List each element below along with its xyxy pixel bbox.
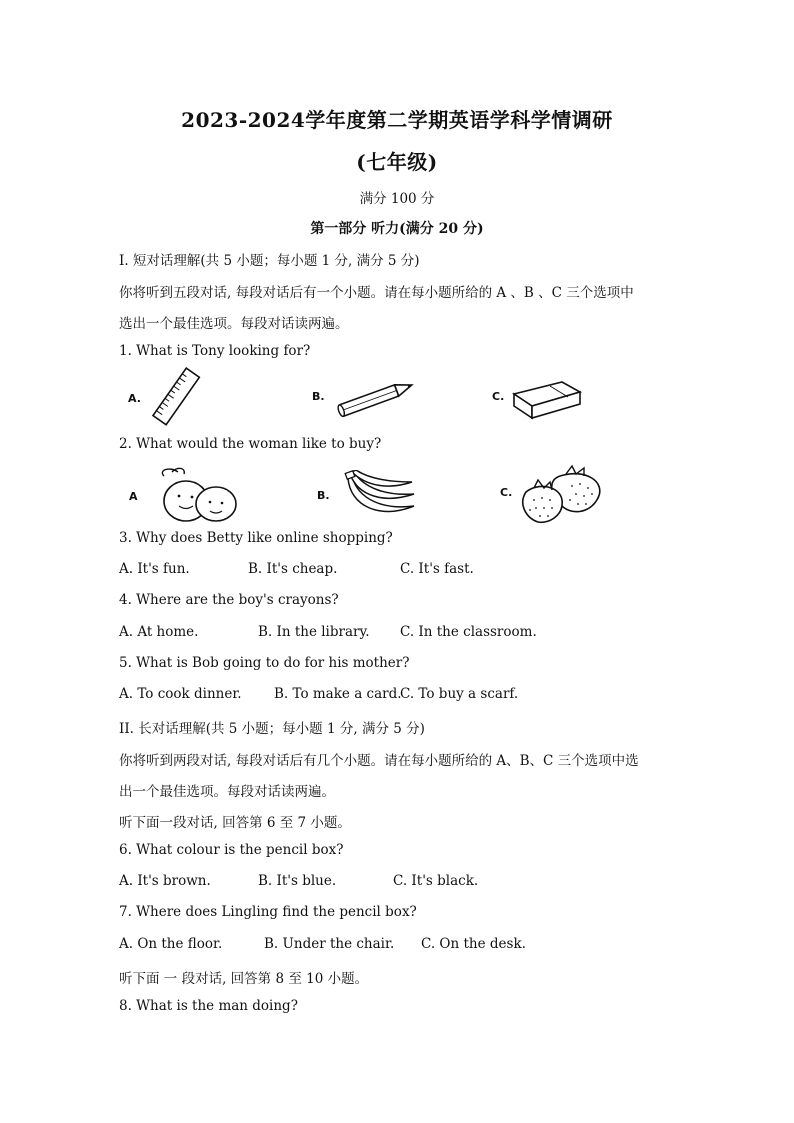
q6-option-b: B. It's blue. <box>258 873 337 889</box>
q1-option-a-letter: A. <box>128 392 141 405</box>
q1-option-b-letter: B. <box>312 390 325 403</box>
exam-title: 2023-2024学年度第二学期英语学科学情调研 <box>181 108 613 132</box>
q1-option-c-letter: C. <box>492 390 505 403</box>
lemons-icon <box>148 464 240 524</box>
question-8: 8. What is the man doing? <box>119 998 298 1014</box>
bananas-icon <box>344 470 418 522</box>
grade-label: (七年级) <box>356 150 438 174</box>
q3-option-b: B. It's cheap. <box>248 561 338 577</box>
q4-option-b: B. In the library. <box>258 624 370 640</box>
pencil-icon <box>334 376 418 420</box>
question-3: 3. Why does Betty like online shopping? <box>119 530 393 546</box>
q5-option-b: B. To make a card. <box>274 686 402 702</box>
dialog-2-intro: 听下面 一 段对话, 回答第 8 至 10 小题。 <box>119 971 369 987</box>
q7-option-b: B. Under the chair. <box>264 936 395 952</box>
q3-option-a: A. It's fun. <box>119 561 190 577</box>
q4-option-a: A. At home. <box>119 624 199 640</box>
question-4: 4. Where are the boy's crayons? <box>119 592 339 608</box>
strawberries-icon <box>520 464 606 526</box>
q6-option-a: A. It's brown. <box>119 873 211 889</box>
part-title: 第一部分 听力(满分 20 分) <box>310 221 484 237</box>
section1-instruction-2: 选出一个最佳选项。每段对话读两遍。 <box>119 316 349 332</box>
q4-option-c: C. In the classroom. <box>400 624 537 640</box>
q3-option-c: C. It's fast. <box>400 561 474 577</box>
question-1: 1. What is Tony looking for? <box>119 343 311 359</box>
full-score: 满分 100 分 <box>359 191 435 207</box>
question-7: 7. Where does Lingling find the pencil box? <box>119 904 417 920</box>
section2-instruction-1: 你将听到两段对话, 每段对话后有几个小题。请在每小题所给的 A、B、C 三个选项中选 <box>119 753 639 769</box>
section2-instruction-2: 出一个最佳选项。每段对话读两遍。 <box>119 784 335 800</box>
q6-option-c: C. It's black. <box>393 873 479 889</box>
q2-option-a-letter: A <box>129 490 138 503</box>
q7-option-c: C. On the desk. <box>421 936 526 952</box>
q5-option-a: A. To cook dinner. <box>119 686 242 702</box>
question-6: 6. What colour is the pencil box? <box>119 842 344 858</box>
question-5: 5. What is Bob going to do for his mother? <box>119 655 410 671</box>
ruler-icon <box>146 364 208 430</box>
q7-option-a: A. On the floor. <box>119 936 223 952</box>
section1-heading: I. 短对话理解(共 5 小题；每小题 1 分, 满分 5 分) <box>119 253 420 269</box>
q5-option-c: C. To buy a scarf. <box>400 686 519 702</box>
section1-instruction-1: 你将听到五段对话, 每段对话后有一个小题。请在每小题所给的 A 、B 、C 三个选项中 <box>119 285 634 301</box>
eraser-icon <box>510 372 584 422</box>
q2-option-b-letter: B. <box>317 489 330 502</box>
question-2: 2. What would the woman like to buy? <box>119 436 382 452</box>
dialog-1-intro: 听下面一段对话, 回答第 6 至 7 小题。 <box>119 815 351 831</box>
section2-heading: II. 长对话理解(共 5 小题；每小题 1 分, 满分 5 分) <box>119 721 425 737</box>
q2-option-c-letter: C. <box>500 486 513 499</box>
